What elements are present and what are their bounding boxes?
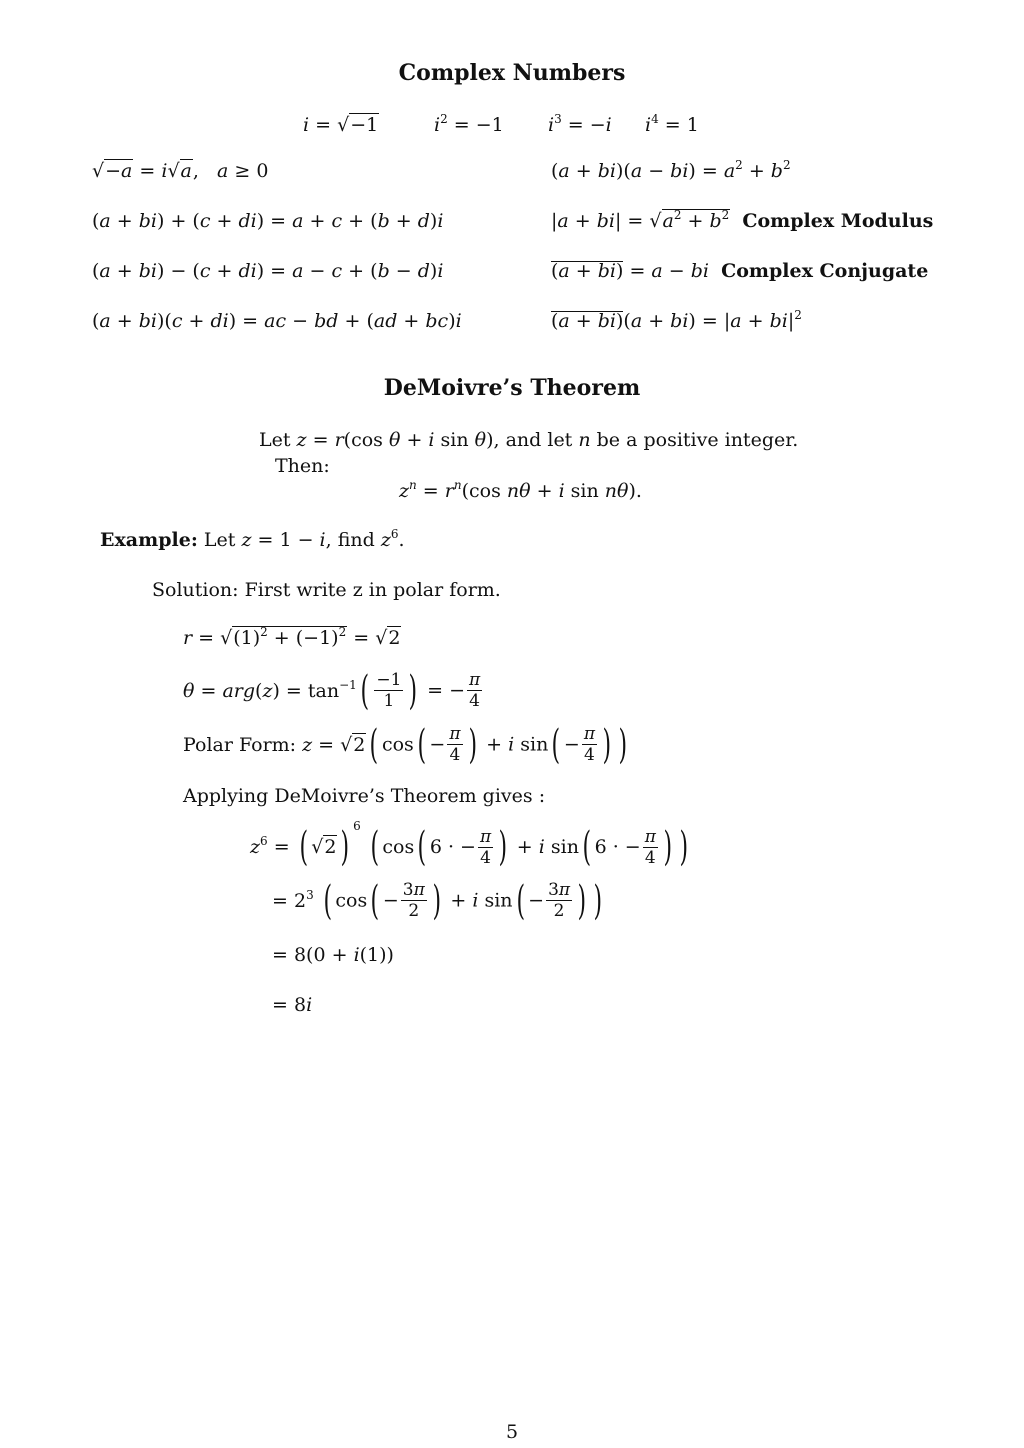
identity-difference: (a + bi) − (c + di) = a − c + (b − d)i <box>92 260 444 282</box>
section-title-complex-numbers: Complex Numbers <box>398 60 626 86</box>
solution-modulus: $r = √(1)^2 + (-1)^2 = √2$ <box>183 625 401 649</box>
theorem-formula: $z^n = r^n(\cos$ nθ + i sin nθ). <box>399 478 642 502</box>
power-i3: $i^3 = -i$ <box>548 112 612 136</box>
identity-conjugate: (a + bi) = a − bi Complex Conjugate <box>551 260 929 282</box>
modulus-label: Complex Modulus <box>742 210 934 232</box>
conjugate-label: Complex Conjugate <box>721 260 929 282</box>
theorem-then: Then: <box>275 455 330 477</box>
solution-argument: $\theta = arg(z) = \tan^{-1}$( $\frac{-1}{1}$ ) = − $\frac{\pi}{4}$ <box>183 667 481 714</box>
identity-modulus: $|a + bi| = √a^2 + b^2$ Complex Modulus <box>551 208 934 232</box>
theorem-statement: Let z = r(cos θ + i sin θ), and let n be a positive integer. <box>259 429 799 451</box>
solution-polar-form: Polar Form: z = √2 ( cos( − $\frac{\pi}{4}$ ) + i sin( − $\frac{\pi}{4}$ ) ) <box>183 721 627 768</box>
solution-step3: = 8(0 + i(1)) <box>272 944 394 966</box>
power-i1: i = √−1 <box>303 114 379 136</box>
solution-applying: Applying DeMoivre’s Theorem gives : <box>183 785 546 807</box>
identity-sqrt-neg: √−a = i√a, a ≥ 0 <box>92 160 269 182</box>
section-title-demoivre: DeMoivre’s Theorem <box>383 375 641 401</box>
example-statement: Example: Let z = 1 − i, find $z^6$. <box>100 527 405 551</box>
page-number: 5 <box>505 1421 519 1443</box>
solution-step4: = 8i <box>272 994 313 1016</box>
solution-step1: $z^6$ = ( √2 ) $^6$ ( cos( 6 · − $\frac{\pi}{4}$ ) + i sin( 6 · − $\frac{\pi}{4}$ ) ) <box>250 819 688 870</box>
identity-product: (a + bi)(c + di) = ac − bd + (ad + bc)i <box>92 310 462 332</box>
identity-conjugate-modulus: $(a + bi)(a + bi) = |a + bi|^2$ <box>551 308 802 332</box>
power-i2: $i^2 = -1$ <box>434 112 504 136</box>
identity-conjugate-product: $(a + bi)(a - bi) = a^2 + b^2$ <box>551 158 791 182</box>
identity-sum: (a + bi) + (c + di) = a + c + (b + d)i <box>92 210 444 232</box>
solution-step2: = $2^3$ ( cos( − $\frac{3\pi}{2}$ ) + i sin( − $\frac{3\pi}{2}$ ) ) <box>272 877 602 924</box>
power-i4: $i^4 = 1$ <box>645 112 699 136</box>
solution-intro: Solution: First write z in polar form. <box>152 579 501 601</box>
